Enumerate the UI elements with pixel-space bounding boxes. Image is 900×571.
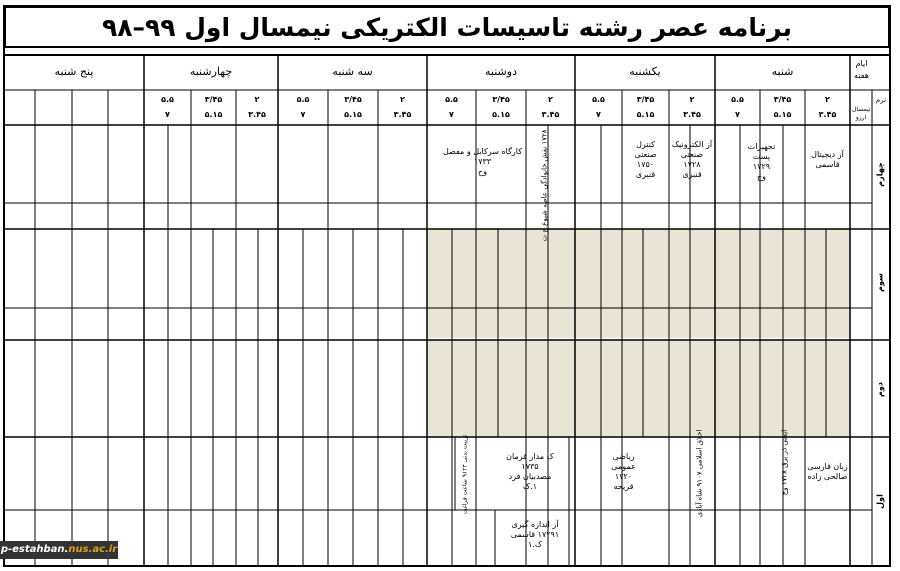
day-wednesday: چهارشنبه bbox=[189, 65, 233, 78]
time-slot-bottom: ۵.۱۵ bbox=[773, 110, 792, 119]
day-sunday: یکشنبه bbox=[629, 65, 661, 78]
day-tuesday: سه شنبه bbox=[332, 65, 373, 78]
time-slot-bottom: ۳.۴۵ bbox=[393, 110, 412, 119]
course-cell: آز اندازه گیری ۱۷۲۹۱ قاسمی ک.۱ bbox=[510, 520, 560, 549]
shaded-cell bbox=[575, 229, 715, 338]
time-slot-top: ۳/۴۵ bbox=[344, 95, 362, 104]
time-slot-bottom: ۷ bbox=[300, 110, 306, 119]
time-slot-bottom: ۷ bbox=[449, 110, 454, 119]
semester-label: نیمسال bbox=[852, 106, 871, 113]
shaded-cell bbox=[427, 340, 575, 437]
time-slot-bottom: ۳.۴۵ bbox=[818, 110, 837, 119]
term-4-label: چهارم bbox=[875, 162, 885, 187]
time-slot-top: ۵.۵ bbox=[592, 95, 605, 104]
term-3-label: سوم bbox=[875, 273, 885, 292]
time-slot-bottom: ۳.۴۵ bbox=[541, 110, 560, 119]
time-slot-top: ۲ bbox=[548, 95, 553, 104]
site-watermark: p-estahban.nus.ac.ir bbox=[0, 541, 118, 559]
time-slot-bottom: ۳.۴۵ bbox=[248, 110, 266, 119]
term-label: ترم bbox=[875, 96, 887, 104]
time-slot-bottom: ۷ bbox=[165, 110, 170, 119]
time-slot-top: ۲ bbox=[689, 95, 695, 104]
course-cell-vertical: اخلاق اسلامی ۹۱۰۷ شاه آبادی bbox=[695, 429, 704, 518]
course-cell: تجهیزات پست ۱۷۲۹ وح bbox=[747, 142, 776, 181]
time-slot-bottom: ۵.۱۵ bbox=[492, 110, 510, 119]
time-slot-top: ۳/۴۵ bbox=[636, 95, 655, 104]
time-slot-top: ۵.۵ bbox=[161, 95, 174, 104]
time-slot-bottom: ۷ bbox=[596, 110, 601, 119]
shaded-cell bbox=[427, 229, 575, 338]
course-cell: ریاضی عمومی ۱۷۲۰ قریحه bbox=[611, 452, 636, 491]
time-slot-bottom: ۷ bbox=[735, 110, 740, 119]
time-slot-top: ۵.۵ bbox=[731, 95, 744, 104]
time-slot-top: ۲ bbox=[825, 95, 830, 104]
day-thursday: پنج شنبه bbox=[54, 65, 94, 78]
course-cell-vertical: ایمنی در برق ۱۷۲۸ وح bbox=[780, 429, 789, 496]
day-saturday: شنبه bbox=[771, 65, 794, 78]
course-cell: آز دیجیتال قاسمی bbox=[811, 150, 844, 169]
time-slot-top: ۳/۴۵ bbox=[773, 95, 792, 104]
course-cell: کارگاه سرکابل و مفصل ۱۷۳۳ وح bbox=[442, 147, 522, 176]
time-slot-top: ۵.۵ bbox=[445, 95, 458, 104]
time-slot-bottom: ۵.۱۵ bbox=[344, 110, 362, 119]
term-1-label: اول bbox=[875, 494, 885, 509]
time-slot-bottom: ۵.۱۵ bbox=[204, 110, 223, 119]
time-slot-top: ۲ bbox=[400, 95, 405, 104]
course-cell: زبان فارسی صالحی زاده bbox=[807, 462, 848, 481]
time-slot-top: ۳/۴۵ bbox=[492, 95, 510, 104]
term-2-label: دوم bbox=[875, 382, 885, 397]
time-slot-top: ۳/۴۵ bbox=[204, 95, 223, 104]
semester-sub-label: ارزو bbox=[855, 114, 867, 121]
course-cell: ک مدار فرمان ۱۷۳۵ مصدبیان فرد ۱.ک bbox=[506, 452, 554, 491]
page-title: برنامه عصر رشته تاسیسات الکتریکی نیمسال اول ۹۹–۹۸ bbox=[4, 6, 890, 48]
shaded-cell bbox=[575, 340, 715, 437]
day-monday: دوشنبه bbox=[485, 65, 517, 78]
time-slot-top: ۵.۵ bbox=[296, 95, 310, 104]
week-label: هفته bbox=[854, 71, 869, 80]
days-label: ایام bbox=[855, 59, 868, 68]
time-slot-top: ۲ bbox=[254, 95, 260, 104]
course-cell-vertical: ۱۷۲۸ نقش خانوادگی عاصه شیوع ج ت bbox=[540, 129, 549, 242]
course-cell: کنترل صنعتی ۱۷۵۰ قنبری bbox=[634, 140, 657, 179]
time-slot-bottom: ۵.۱۵ bbox=[636, 110, 655, 119]
time-slot-bottom: ۳.۴۵ bbox=[683, 110, 701, 119]
course-cell: آز الکترونیک صنعتی ۱۷۲۸ قنبری bbox=[671, 140, 713, 179]
course-cell-vertical: تربیت بدنی ۹۱۲۳ ساعت فراغت bbox=[461, 434, 469, 515]
